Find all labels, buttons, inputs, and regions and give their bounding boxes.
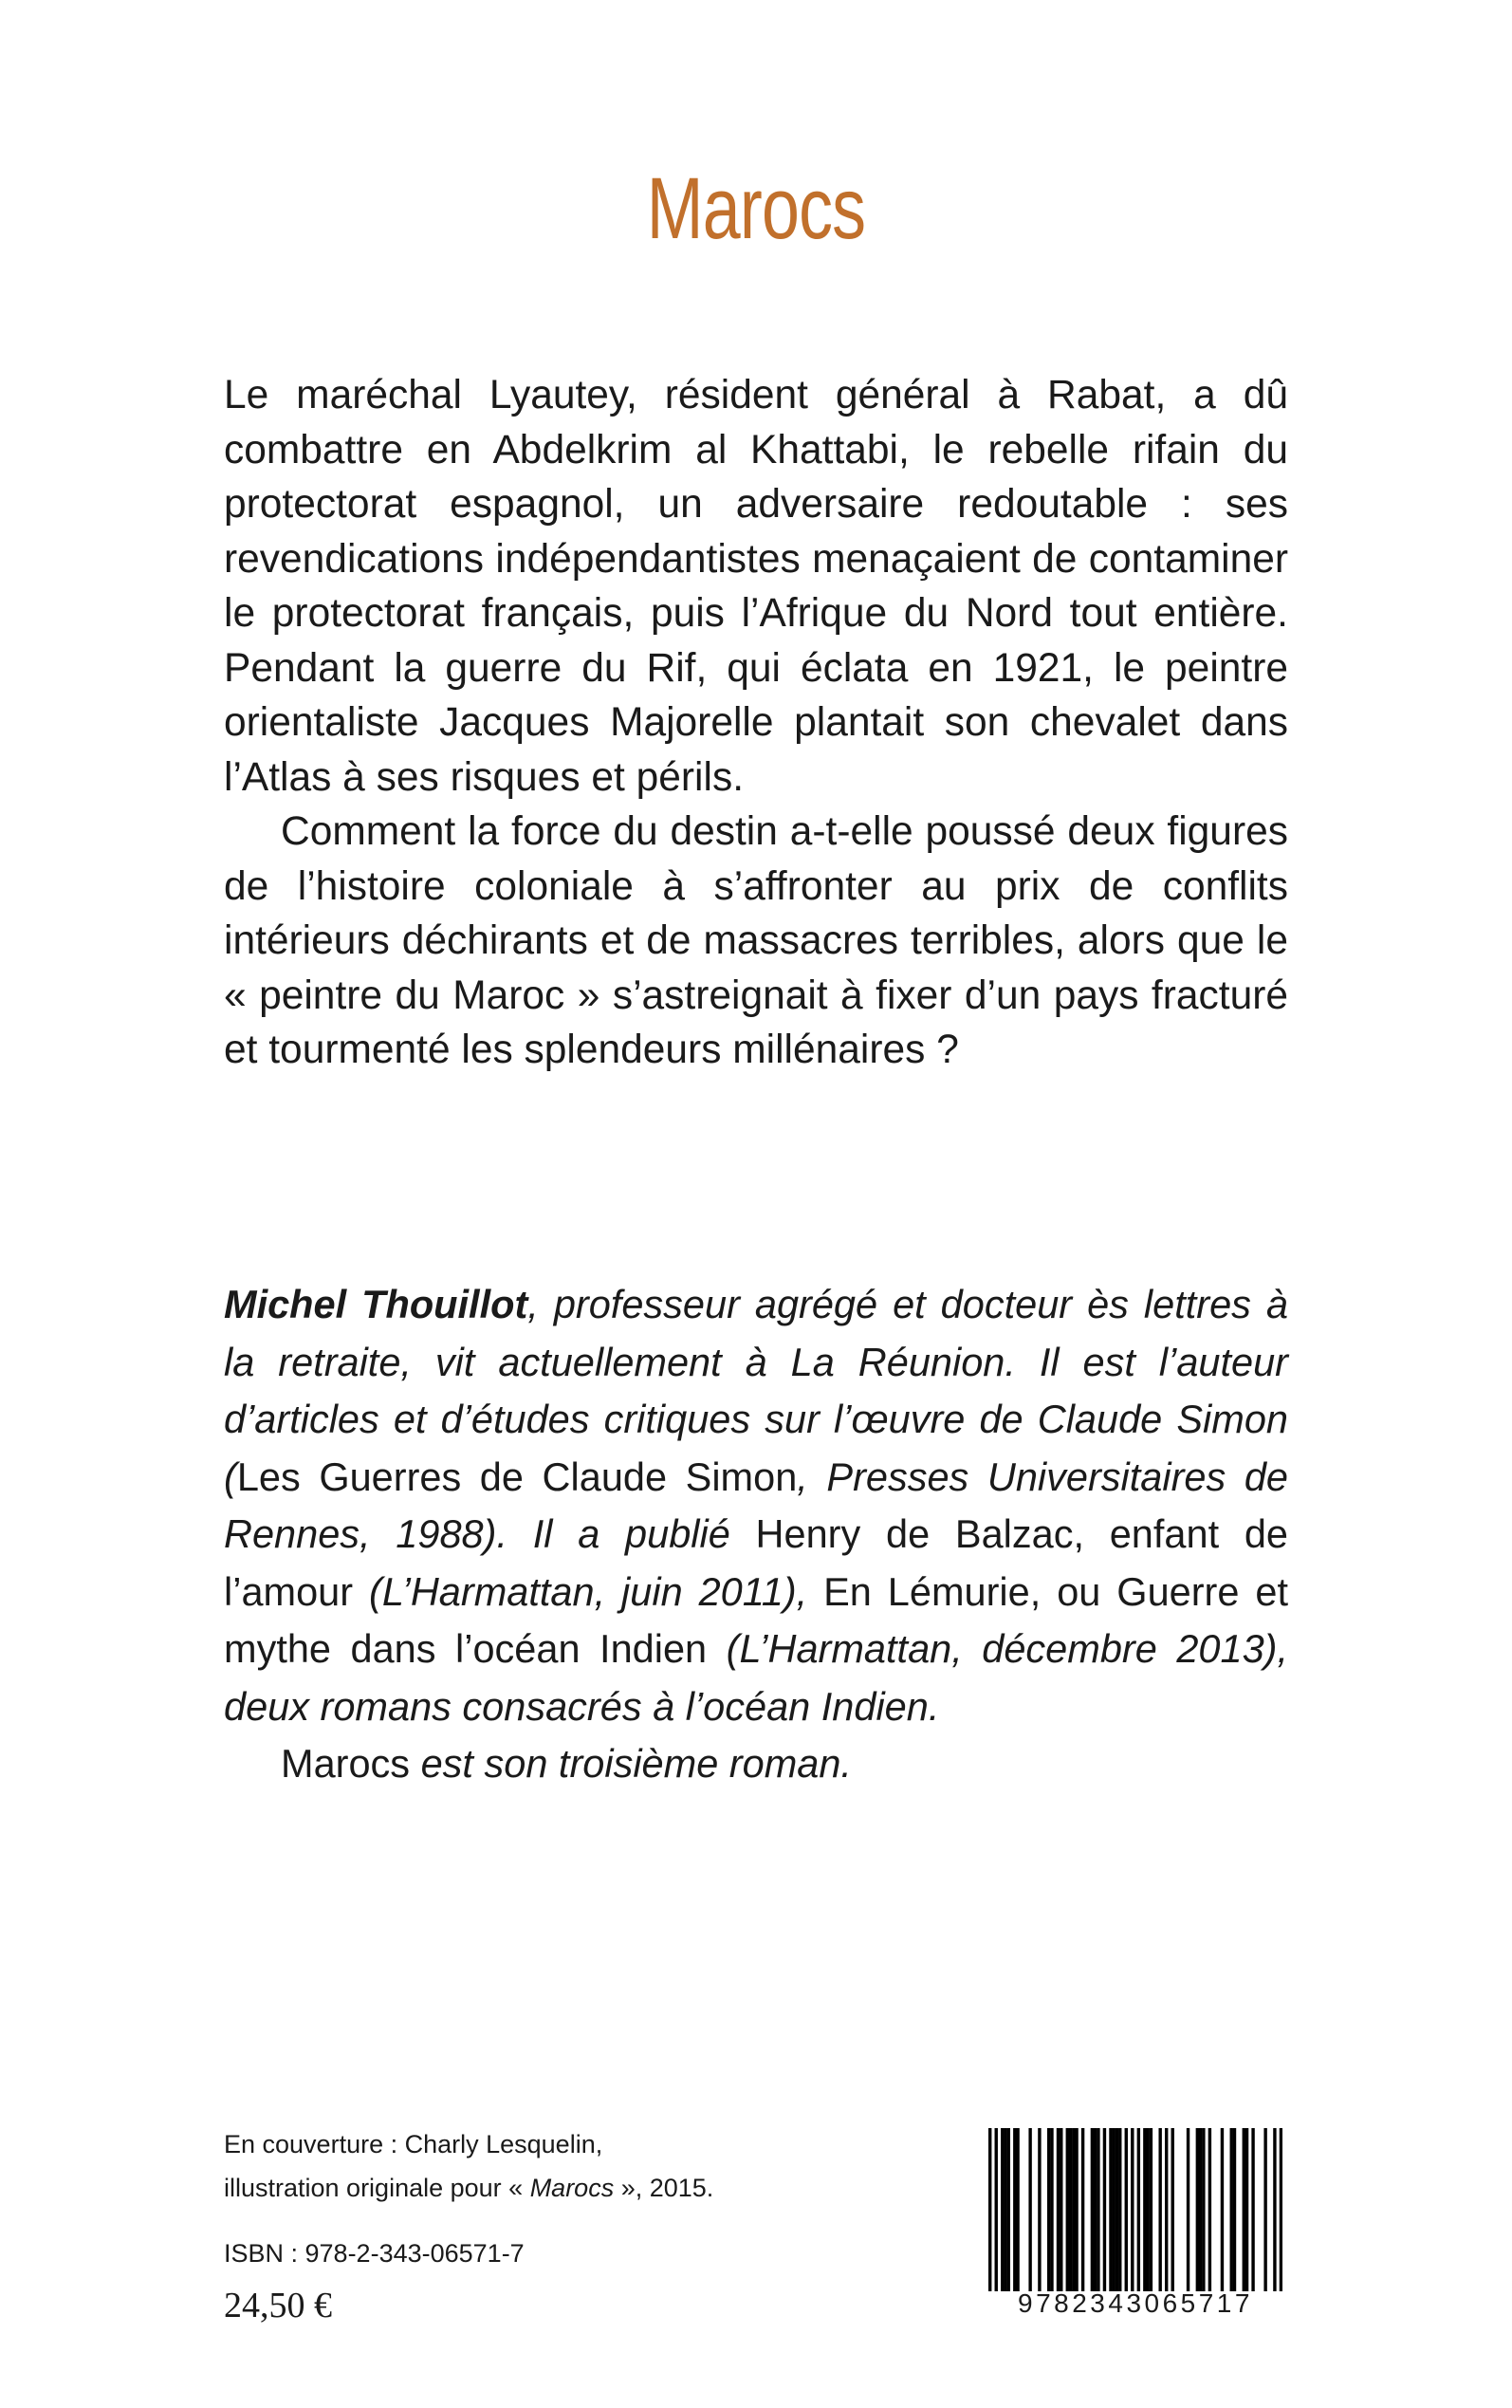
barcode-bar (1103, 2128, 1106, 2291)
barcode-bar (1066, 2128, 1069, 2291)
barcode-bar (988, 2128, 991, 2291)
barcode-bar (1131, 2128, 1134, 2291)
blurb-paragraph-1: Le maréchal Lyautey, résident général à Rabat, a dû combattre en Abdelkrim al Khattabi, le rebelle rifain du protectorat espagnol, un adversaire redoutable : ses revendications indépendantistes menaçaient de contaminer le protectorat français, puis l’Afrique du Nord tout entière. Pendant la guerre du Rif, qui éclata en 1921, le peintre orientaliste Jacques Majorelle plantait son chevalet dans l’Atlas à ses risques et périls. (224, 373, 1288, 800)
bio-text-2: , Presses Universitaires de Rennes, 1988). Il a publié (224, 1454, 1288, 1556)
barcode-bar (1221, 2128, 1224, 2291)
barcode-bar (1208, 2128, 1211, 2291)
barcode-bar (1230, 2128, 1233, 2291)
bio-p2-rest: est son troisième roman. (410, 1741, 852, 1786)
barcode-bar (1116, 2128, 1118, 2291)
barcode-bar (1251, 2128, 1254, 2291)
barcode-bar (1069, 2128, 1072, 2291)
barcode-bar (1004, 2128, 1006, 2291)
barcode-bar (1091, 2128, 1094, 2291)
barcode-bar (1273, 2128, 1276, 2291)
author-bio (224, 1276, 1288, 1793)
barcode-digits: 9782343065717 (1018, 2288, 1253, 2318)
bio-p2-title: Marocs (281, 1741, 411, 1786)
barcode-bar (1001, 2128, 1004, 2291)
barcode-bar (1109, 2128, 1112, 2291)
barcode-bar (1072, 2128, 1075, 2291)
barcode-bar (1075, 2128, 1078, 2291)
barcode (988, 2128, 1282, 2291)
bio-text-3: (L’Harmattan, juin 2011), (353, 1568, 824, 1614)
barcode-bar (1245, 2128, 1248, 2291)
barcode-bar (1013, 2128, 1016, 2291)
barcode-bar (1280, 2128, 1282, 2291)
barcode-bar (1137, 2128, 1140, 2291)
barcode-bar (1158, 2128, 1161, 2291)
blurb-paragraph-2: Comment la force du destin a-t-elle poussé deux figures de l’histoire coloniale à s’affronter au prix de conflits intérieurs déchirants et de massacres terribles, alors que le « peintre du Maroc » s’astreignait à fixer d’un pays fracturé et tourmenté les splendeurs millénaires ? (224, 809, 1288, 1072)
barcode-bar (1047, 2128, 1050, 2291)
book-title: Marocs (646, 160, 866, 257)
barcode-bar (1057, 2128, 1060, 2291)
cover-credits (224, 2122, 713, 2210)
barcode-bar (1118, 2128, 1121, 2291)
barcode-bar (1263, 2128, 1266, 2291)
barcode-bar (1097, 2128, 1099, 2291)
credits-line-2 (224, 2166, 713, 2210)
barcode-bar (1060, 2128, 1062, 2291)
barcode-bar (1113, 2128, 1116, 2291)
bio-paragraph-1 (224, 1276, 1288, 1735)
barcode-bar (1081, 2128, 1084, 2291)
barcode-bar (1165, 2128, 1168, 2291)
bio-book-1: Les Guerres de Claude Simon (236, 1454, 798, 1499)
credits-line-2-a: illustration originale pour « (224, 2174, 530, 2202)
bio-paragraph-2 (224, 1735, 1288, 1793)
barcode-bar (1007, 2128, 1010, 2291)
barcode-bar (1202, 2128, 1205, 2291)
price: 24,50 € (224, 2286, 332, 2325)
barcode-bar (1050, 2128, 1053, 2291)
author-name: Michel Thouillot (224, 1282, 528, 1326)
barcode-bar (1094, 2128, 1097, 2291)
credits-line-2-b: », 2015. (614, 2174, 714, 2202)
bio-book-3: En Lémurie, ou Guerre et mythe dans l’océan Indien (224, 1568, 1288, 1671)
barcode-bar (1146, 2128, 1149, 2291)
barcode-bar (1187, 2128, 1189, 2291)
barcode-bar (1199, 2128, 1202, 2291)
barcode-bar (1150, 2128, 1152, 2291)
credits-title: Marocs (529, 2174, 615, 2202)
barcode-bar (1143, 2128, 1146, 2291)
barcode-bar (1125, 2128, 1128, 2291)
barcode-bar (1028, 2128, 1031, 2291)
credits-line-1: En couverture : Charly Lesquelin, (224, 2130, 603, 2158)
barcode-bar (995, 2128, 998, 2291)
barcode-bar (1171, 2128, 1174, 2291)
barcode-bar (1233, 2128, 1236, 2291)
barcode-bar (1038, 2128, 1041, 2291)
bio-text-4: (L’Harmattan, décembre 2013), deux romans consacrés à l’océan Indien. (224, 1626, 1288, 1729)
bio-text-1: , professeur agrégé et docteur ès lettres à la retraite, vit actuellement à La Réunion. Il est l’auteur d’articles et d’études critiques sur l’œuvre de Claude Simon ( (224, 1282, 1288, 1499)
bio-book-2: Henry de Balzac, enfant de l’amour (224, 1511, 1289, 1614)
back-cover-blurb (224, 368, 1288, 1078)
isbn: ISBN : 978-2-343-06571-7 (224, 2239, 525, 2268)
barcode-bar (1196, 2128, 1199, 2291)
barcode-bar (1016, 2128, 1019, 2291)
barcode-bar (1243, 2128, 1245, 2291)
